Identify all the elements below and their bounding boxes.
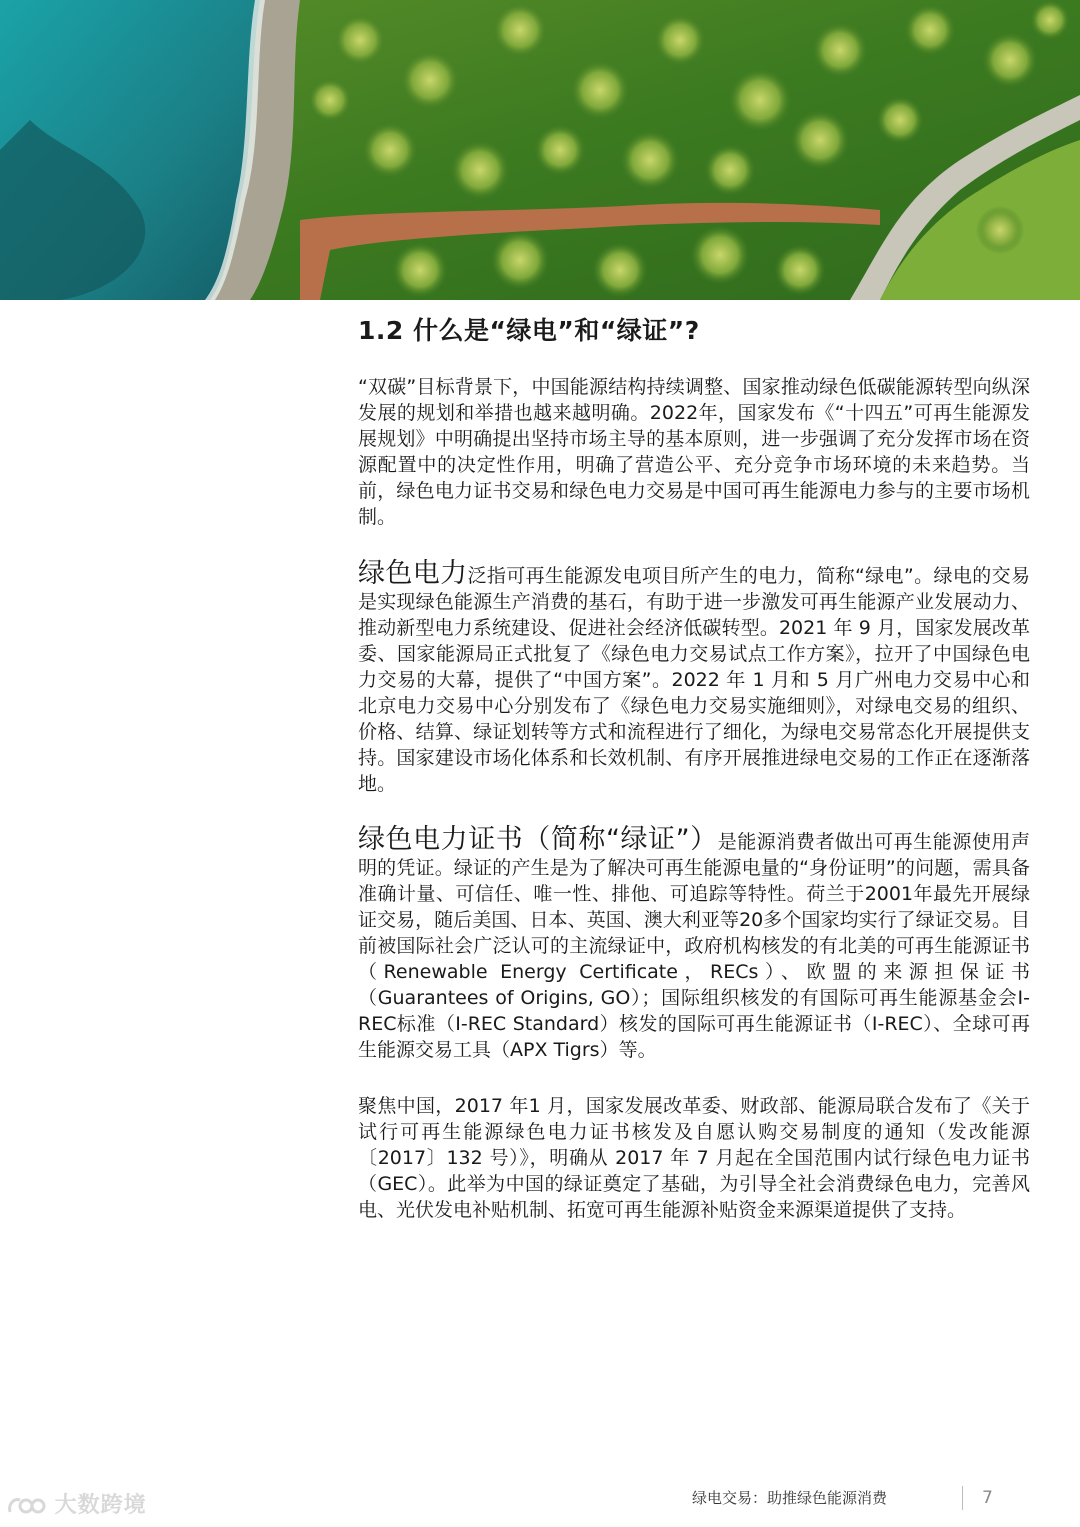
intro-paragraph: “双碳”目标背景下，中国能源结构持续调整、国家推动绿色低碳能源转型向纵深发展的规划和举措也越来越明确。2022年，国家发布《“十四五”可再生能源发展规划》中明确提出坚持市场主导的基本原则，进一步强调了充分发挥市场在资源配置中的决定性作用，明确了营造公平、充分竞争市场环境的未来趋势。当前，绿色电力证书交易和绿色电力交易是中国可再生能源电力参与的主要市场机制。 <box>358 376 1030 528</box>
green-power-term: 绿色电力 <box>358 558 468 589</box>
watermark-logo-icon <box>6 1494 46 1518</box>
watermark-text: 大数跨境 <box>54 1493 147 1518</box>
watermark <box>6 1491 147 1521</box>
green-power-body: 泛指可再生能源发电项目所产生的电力，简称“绿电”。绿电的交易是实现绿色能源生产消费的基石，有助于进一步激发可再生能源产业发展动力、推动新型电力系统建设、促进社会经济低碳转型。2021 年 9 月，国家发展改革委、国家能源局正式批复了《绿色电力交易试点工作方案》，拉开了中国绿色电力交易的大幕，提供了“中国方案”。2022 年 1 月和 5 月广州电力交易中心和北京电力交易中心分别发布了《绿色电力交易实施细则》，对绿电交易的组织、价格、结算、绿证划转等方式和流程进行了细化，为绿电交易常态化开展提供支持。国家建设市场化体系和长效机制、有序开展推进绿电交易的工作正在逐渐落地。 <box>358 565 1030 795</box>
green-power-paragraph <box>358 558 1030 797</box>
page-footer <box>0 1486 1080 1512</box>
green-certificate-body: 是能源消费者做出可再生能源使用声明的凭证。绿证的产生是为了解决可再生能源电量的“身份证明”的问题，需具备准确计量、可信任、唯一性、排他、可追踪等特性。荷兰于2001年最先开展绿证交易，随后美国、日本、英国、澳大利亚等20多个国家均实行了绿证交易。目前被国际社会广泛认可的主流绿证中，政府机构核发的有北美的可再生能源证书（Renewable Energy Certificate，RECs）、欧盟的来源担保证书（Guarantees of Origins, GO）；国际组织核发的有国际可再生能源基金会I-REC标准（I-REC Standard）核发的国际可再生能源证书（I-REC）、全球可再生能源交易工具（APX Tigrs）等。 <box>358 831 1030 1061</box>
hero-aerial-photo <box>0 0 1080 300</box>
footer-divider <box>962 1486 963 1510</box>
green-certificate-paragraph <box>358 824 1030 1063</box>
section-heading: 1.2 什么是“绿电”和“绿证”? <box>358 316 700 345</box>
page-number: 7 <box>982 1488 993 1508</box>
green-certificate-term: 绿色电力证书（简称“绿证”） <box>358 824 718 855</box>
main-content <box>358 310 1030 1223</box>
china-focus-paragraph: 聚焦中国，2017 年1 月，国家发展改革委、财政部、能源局联合发布了《关于试行可再生能源绿色电力证书核发及自愿认购交易制度的通知（发改能源〔2017〕132 号）》，明确从 2017 年 7 月起在全国范围内试行绿色电力证书（GEC）。此举为中国的绿证奠定了基础，为引导全社会消费绿色电力，完善风电、光伏发电补贴机制、拓宽可再生能源补贴资金来源渠道提供了支持。 <box>358 1095 1030 1221</box>
footer-title: 绿电交易：助推绿色能源消费 <box>691 1489 887 1507</box>
coastline-forest-image <box>0 0 1080 300</box>
